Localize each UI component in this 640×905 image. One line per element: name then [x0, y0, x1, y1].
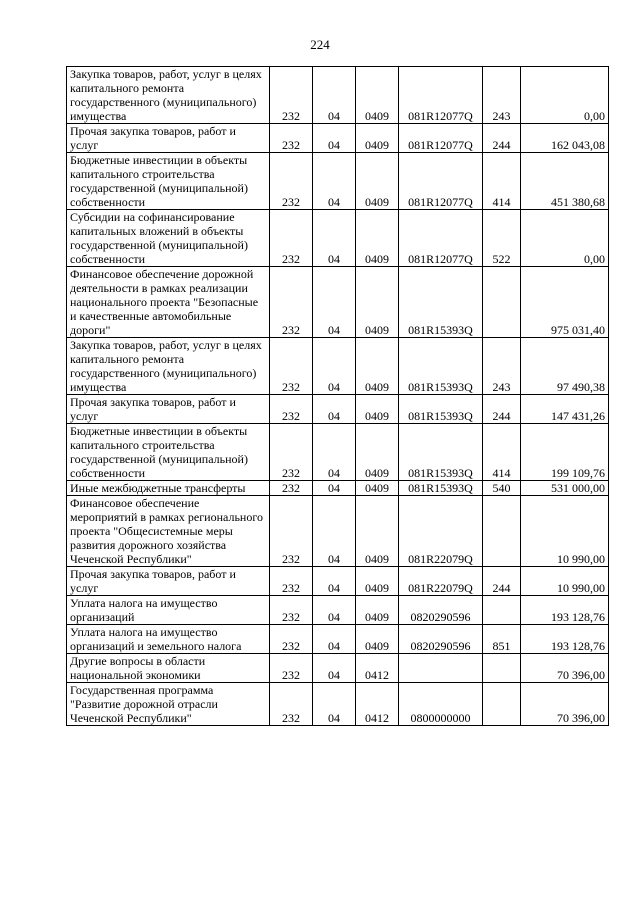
- amount-cell: 147 431,26: [521, 395, 609, 424]
- subsection-code-cell: 0409: [356, 267, 399, 338]
- row-name-cell: Закупка товаров, работ, услуг в целях капитального ремонта государственного (муниципального) имущества: [67, 67, 270, 124]
- table-row: [67, 654, 609, 683]
- amount-cell: 975 031,40: [521, 267, 609, 338]
- amount-cell: 10 990,00: [521, 567, 609, 596]
- section-code-cell: 04: [313, 124, 356, 153]
- target-article-cell: 081R12077Q: [399, 124, 483, 153]
- table-row: [67, 338, 609, 395]
- table-row: [67, 683, 609, 726]
- section-code-cell: 04: [313, 395, 356, 424]
- expense-type-cell: [483, 596, 521, 625]
- amount-cell: 162 043,08: [521, 124, 609, 153]
- subsection-code-cell: 0409: [356, 481, 399, 496]
- table-row: [67, 567, 609, 596]
- row-name-cell: Прочая закупка товаров, работ и услуг: [67, 395, 270, 424]
- target-article-cell: 081R15393Q: [399, 395, 483, 424]
- section-code-cell: 04: [313, 67, 356, 124]
- expense-type-cell: 540: [483, 481, 521, 496]
- table-row: [67, 596, 609, 625]
- expense-type-cell: 244: [483, 567, 521, 596]
- row-name-cell: Бюджетные инвестиции в объекты капитального строительства государственной (муниципальной) собственности: [67, 424, 270, 481]
- expense-type-cell: 414: [483, 153, 521, 210]
- target-article-cell: 081R15393Q: [399, 267, 483, 338]
- subsection-code-cell: 0412: [356, 654, 399, 683]
- ministry-code-cell: 232: [270, 567, 313, 596]
- ministry-code-cell: 232: [270, 124, 313, 153]
- table-row: [67, 395, 609, 424]
- amount-cell: 0,00: [521, 210, 609, 267]
- target-article-cell: 081R22079Q: [399, 496, 483, 567]
- amount-cell: 97 490,38: [521, 338, 609, 395]
- target-article-cell: 0820290596: [399, 625, 483, 654]
- table-row: [67, 424, 609, 481]
- section-code-cell: 04: [313, 567, 356, 596]
- row-name-cell: Государственная программа "Развитие дорожной отрасли Чеченской Республики": [67, 683, 270, 726]
- subsection-code-cell: 0409: [356, 596, 399, 625]
- ministry-code-cell: 232: [270, 153, 313, 210]
- subsection-code-cell: 0409: [356, 210, 399, 267]
- expense-type-cell: 851: [483, 625, 521, 654]
- table-row: [67, 124, 609, 153]
- subsection-code-cell: 0409: [356, 395, 399, 424]
- subsection-code-cell: 0409: [356, 496, 399, 567]
- table-row: [67, 267, 609, 338]
- expense-type-cell: [483, 496, 521, 567]
- ministry-code-cell: 232: [270, 67, 313, 124]
- expense-type-cell: 244: [483, 124, 521, 153]
- section-code-cell: 04: [313, 683, 356, 726]
- amount-cell: 451 380,68: [521, 153, 609, 210]
- table-body: [67, 67, 609, 726]
- section-code-cell: 04: [313, 496, 356, 567]
- section-code-cell: 04: [313, 267, 356, 338]
- subsection-code-cell: 0409: [356, 338, 399, 395]
- row-name-cell: Иные межбюджетные трансферты: [67, 481, 270, 496]
- expense-type-cell: 244: [483, 395, 521, 424]
- amount-cell: 193 128,76: [521, 625, 609, 654]
- page-number: 224: [310, 37, 330, 52]
- section-code-cell: 04: [313, 596, 356, 625]
- target-article-cell: 081R22079Q: [399, 567, 483, 596]
- amount-cell: 70 396,00: [521, 654, 609, 683]
- amount-cell: 199 109,76: [521, 424, 609, 481]
- table-row: [67, 496, 609, 567]
- section-code-cell: 04: [313, 625, 356, 654]
- target-article-cell: 081R12077Q: [399, 67, 483, 124]
- section-code-cell: 04: [313, 654, 356, 683]
- expense-type-cell: 243: [483, 67, 521, 124]
- amount-cell: 531 000,00: [521, 481, 609, 496]
- row-name-cell: Другие вопросы в области национальной экономики: [67, 654, 270, 683]
- amount-cell: 193 128,76: [521, 596, 609, 625]
- section-code-cell: 04: [313, 210, 356, 267]
- row-name-cell: Уплата налога на имущество организаций и земельного налога: [67, 625, 270, 654]
- row-name-cell: Прочая закупка товаров, работ и услуг: [67, 567, 270, 596]
- table-row: [67, 67, 609, 124]
- row-name-cell: Финансовое обеспечение мероприятий в рамках регионального проекта "Общесистемные меры развития дорожного хозяйства Чеченской Республики": [67, 496, 270, 567]
- expense-type-cell: [483, 267, 521, 338]
- table-row: [67, 153, 609, 210]
- expense-type-cell: [483, 683, 521, 726]
- row-name-cell: Бюджетные инвестиции в объекты капитального строительства государственной (муниципальной) собственности: [67, 153, 270, 210]
- ministry-code-cell: 232: [270, 267, 313, 338]
- ministry-code-cell: 232: [270, 481, 313, 496]
- row-name-cell: Финансовое обеспечение дорожной деятельности в рамках реализации национального проекта "Безопасные и качественные автомобильные дороги": [67, 267, 270, 338]
- subsection-code-cell: 0409: [356, 124, 399, 153]
- ministry-code-cell: 232: [270, 395, 313, 424]
- amount-cell: 10 990,00: [521, 496, 609, 567]
- target-article-cell: 081R15393Q: [399, 481, 483, 496]
- row-name-cell: Субсидии на софинансирование капитальных вложений в объекты государственной (муниципальной) собственности: [67, 210, 270, 267]
- target-article-cell: 081R12077Q: [399, 210, 483, 267]
- target-article-cell: 081R15393Q: [399, 424, 483, 481]
- ministry-code-cell: 232: [270, 596, 313, 625]
- row-name-cell: Прочая закупка товаров, работ и услуг: [67, 124, 270, 153]
- table-row: [67, 625, 609, 654]
- row-name-cell: Закупка товаров, работ, услуг в целях капитального ремонта государственного (муниципального) имущества: [67, 338, 270, 395]
- ministry-code-cell: 232: [270, 654, 313, 683]
- amount-cell: 70 396,00: [521, 683, 609, 726]
- ministry-code-cell: 232: [270, 625, 313, 654]
- expense-type-cell: 414: [483, 424, 521, 481]
- ministry-code-cell: 232: [270, 338, 313, 395]
- section-code-cell: 04: [313, 481, 356, 496]
- section-code-cell: 04: [313, 338, 356, 395]
- subsection-code-cell: 0412: [356, 683, 399, 726]
- budget-table: [66, 66, 609, 726]
- section-code-cell: 04: [313, 424, 356, 481]
- target-article-cell: 0820290596: [399, 596, 483, 625]
- target-article-cell: [399, 654, 483, 683]
- subsection-code-cell: 0409: [356, 567, 399, 596]
- row-name-cell: Уплата налога на имущество организаций: [67, 596, 270, 625]
- amount-cell: 0,00: [521, 67, 609, 124]
- expense-type-cell: 243: [483, 338, 521, 395]
- subsection-code-cell: 0409: [356, 153, 399, 210]
- ministry-code-cell: 232: [270, 496, 313, 567]
- section-code-cell: 04: [313, 153, 356, 210]
- expense-type-cell: [483, 654, 521, 683]
- ministry-code-cell: 232: [270, 424, 313, 481]
- target-article-cell: 0800000000: [399, 683, 483, 726]
- table-row: [67, 210, 609, 267]
- subsection-code-cell: 0409: [356, 67, 399, 124]
- table-row: [67, 481, 609, 496]
- subsection-code-cell: 0409: [356, 625, 399, 654]
- ministry-code-cell: 232: [270, 210, 313, 267]
- target-article-cell: 081R12077Q: [399, 153, 483, 210]
- subsection-code-cell: 0409: [356, 424, 399, 481]
- expense-type-cell: 522: [483, 210, 521, 267]
- target-article-cell: 081R15393Q: [399, 338, 483, 395]
- ministry-code-cell: 232: [270, 683, 313, 726]
